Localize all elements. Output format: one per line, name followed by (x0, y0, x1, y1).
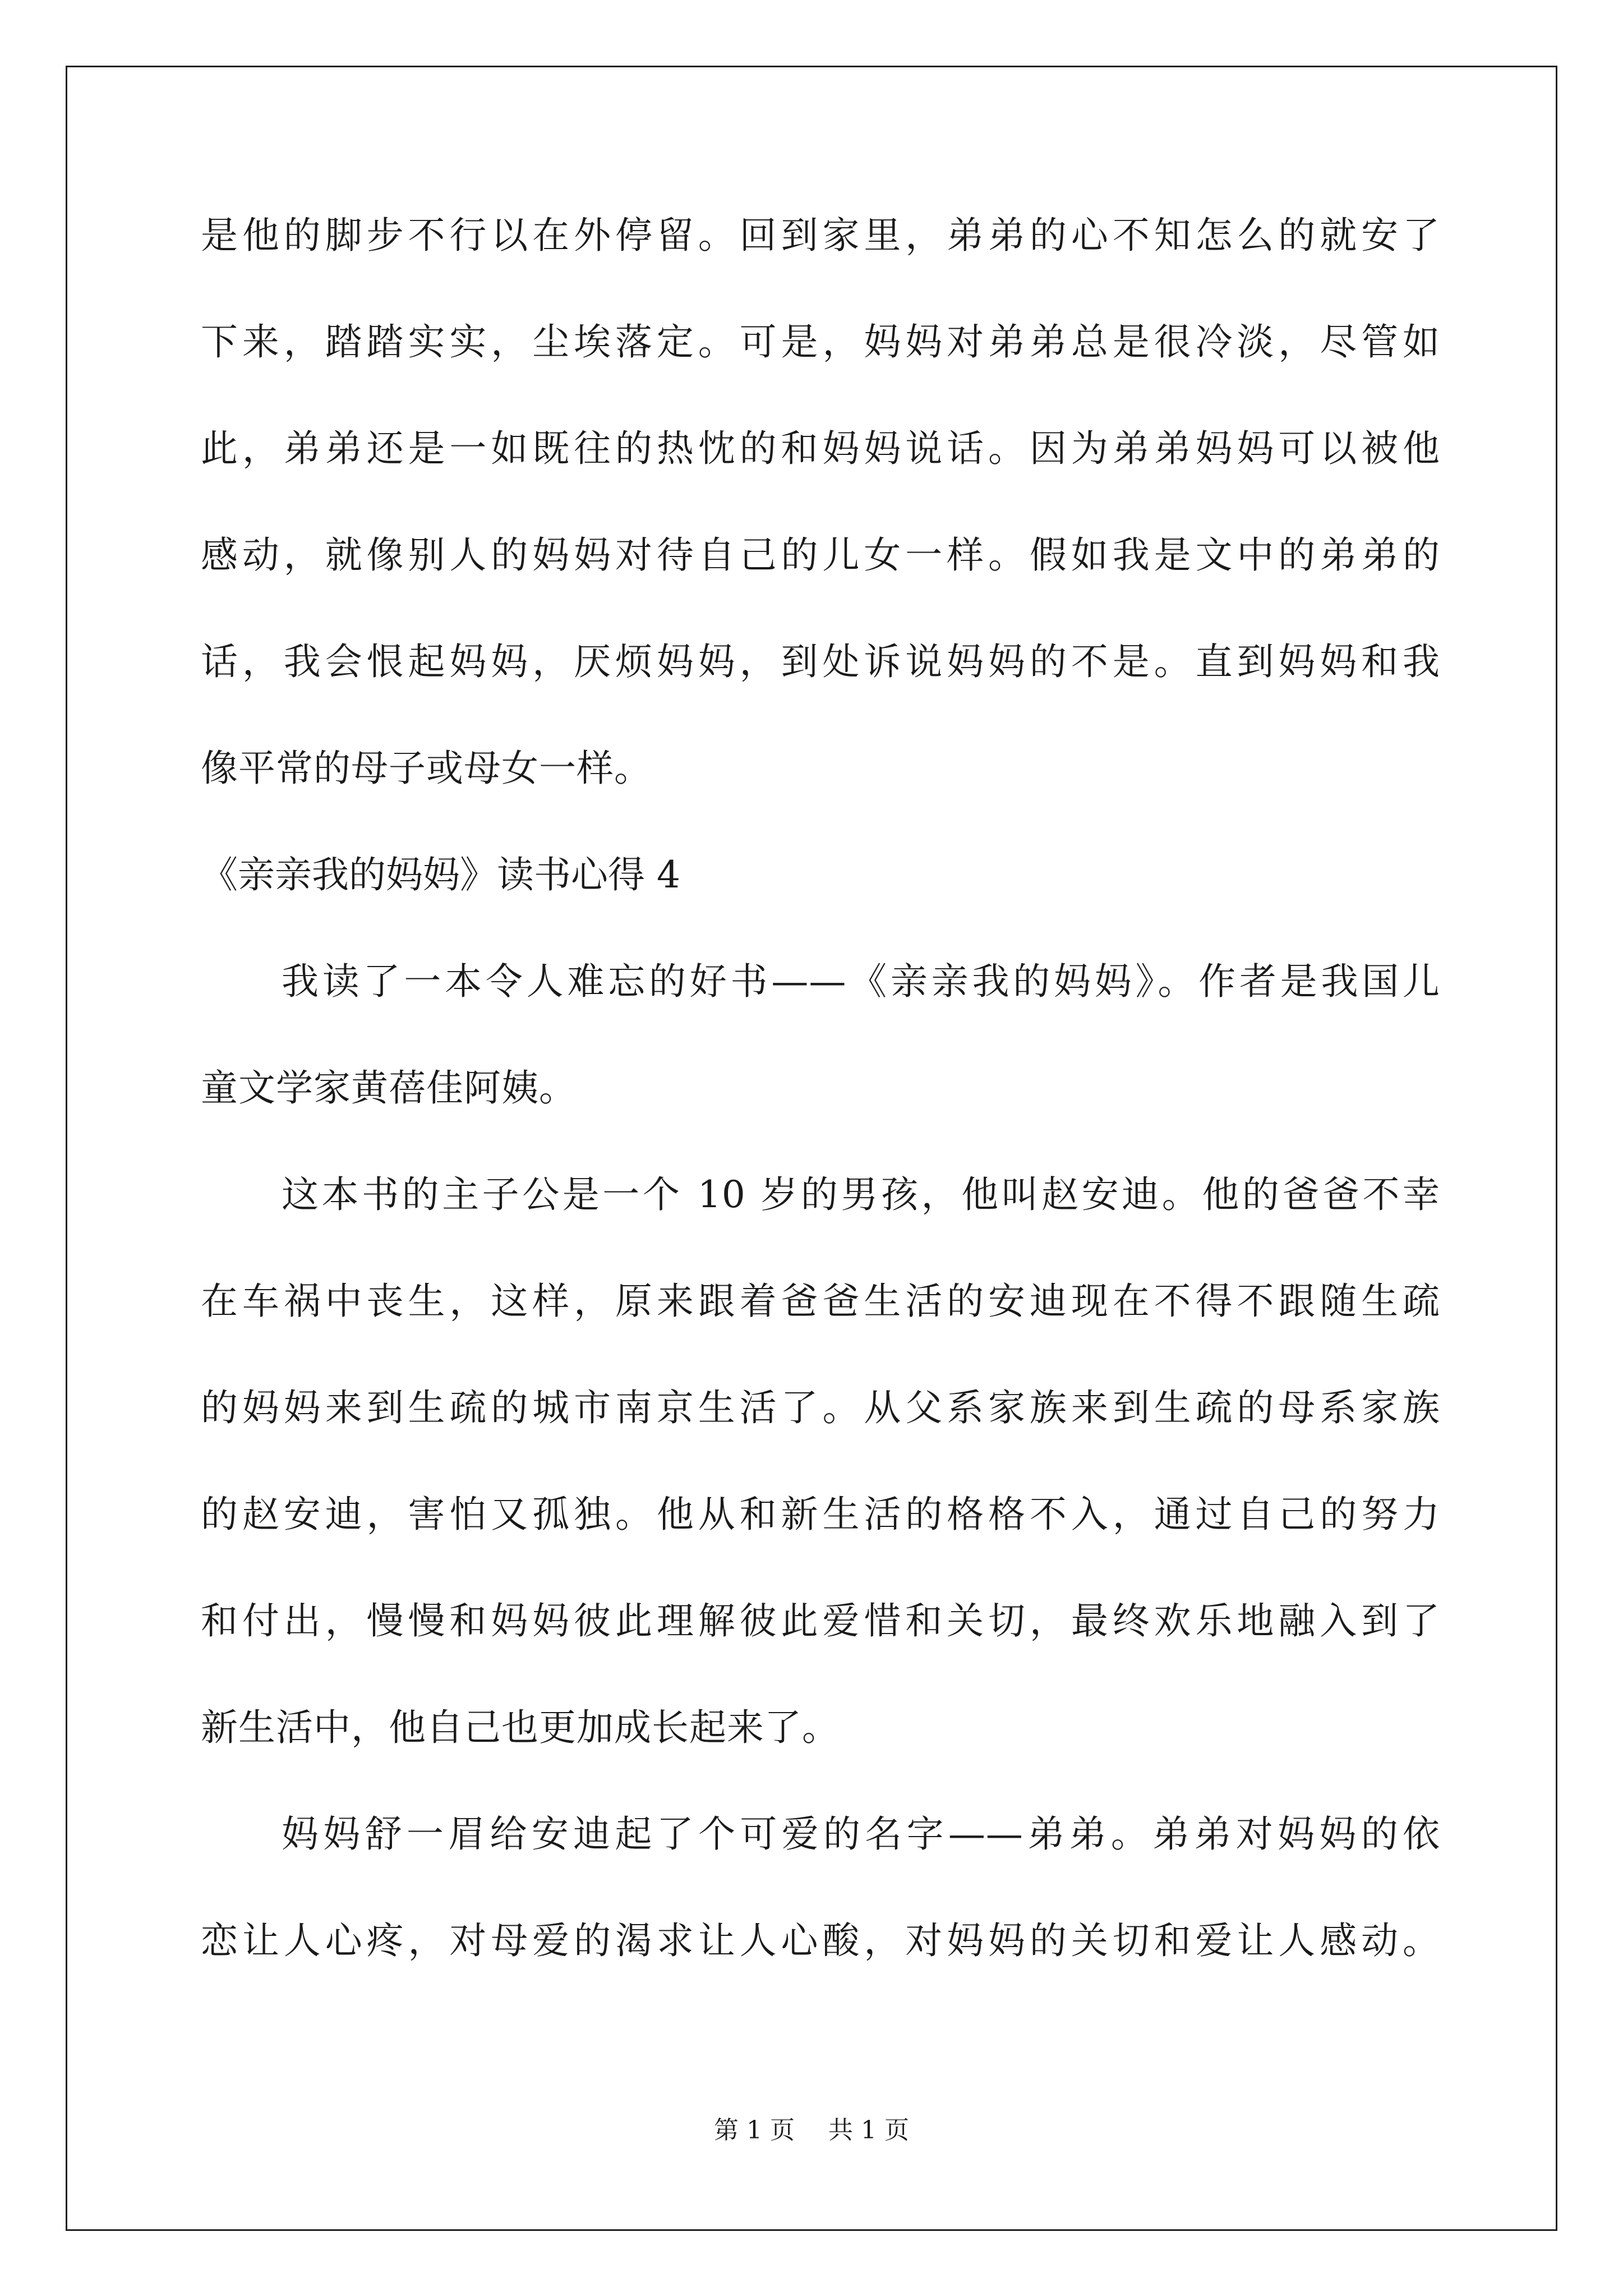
text-line: 感动，就像别人的妈妈对待自己的儿女一样。假如我是文中的弟弟的 (201, 533, 1440, 577)
text-line: 像平常的母子或母女一样。 (201, 747, 652, 790)
text-line: 在车祸中丧生，这样，原来跟着爸爸生活的安迪现在不得不跟随生疏 (201, 1280, 1440, 1323)
text-line: 下来，踏踏实实，尘埃落定。可是，妈妈对弟弟总是很冷淡，尽管如 (201, 320, 1440, 364)
text-line: 此，弟弟还是一如既往的热忱的和妈妈说话。因为弟弟妈妈可以被他 (201, 427, 1440, 470)
paragraph-first-line: 我读了一本令人难忘的好书——《亲亲我的妈妈》。作者是我国儿 (282, 960, 1440, 1003)
paragraph-first-line: 这本书的主子公是一个 10 岁的男孩，他叫赵安迪。他的爸爸不幸 (282, 1173, 1440, 1216)
text-line: 话，我会恨起妈妈，厌烦妈妈，到处诉说妈妈的不是。直到妈妈和我 (201, 640, 1440, 683)
text-line: 是他的脚步不行以在外停留。回到家里，弟弟的心不知怎么的就安了 (201, 214, 1440, 257)
document-body (201, 182, 1440, 1994)
text-line: 的妈妈来到生疏的城市南京生活了。从父系家族来到生疏的母系家族 (201, 1386, 1440, 1429)
text-line: 新生活中，他自己也更加成长起来了。 (201, 1706, 840, 1749)
text-line: 的赵安迪，害怕又孤独。他从和新生活的格格不入，通过自己的努力 (201, 1493, 1440, 1536)
text-line: 和付出，慢慢和妈妈彼此理解彼此爱惜和关切，最终欢乐地融入到了 (201, 1599, 1440, 1642)
page-number: 第 1 页 (714, 2116, 795, 2145)
text-line: 童文学家黄蓓佳阿姨。 (201, 1066, 577, 1110)
section-heading: 《亲亲我的妈妈》读书心得 4 (201, 853, 680, 896)
page-total: 共 1 页 (828, 2116, 909, 2145)
text-line: 恋让人心疼，对母爱的渴求让人心酸，对妈妈的关切和爱让人感动。 (201, 1919, 1440, 1962)
page-footer (0, 2114, 1623, 2147)
paragraph-first-line: 妈妈舒一眉给安迪起了个可爱的名字——弟弟。弟弟对妈妈的依 (282, 1812, 1440, 1856)
